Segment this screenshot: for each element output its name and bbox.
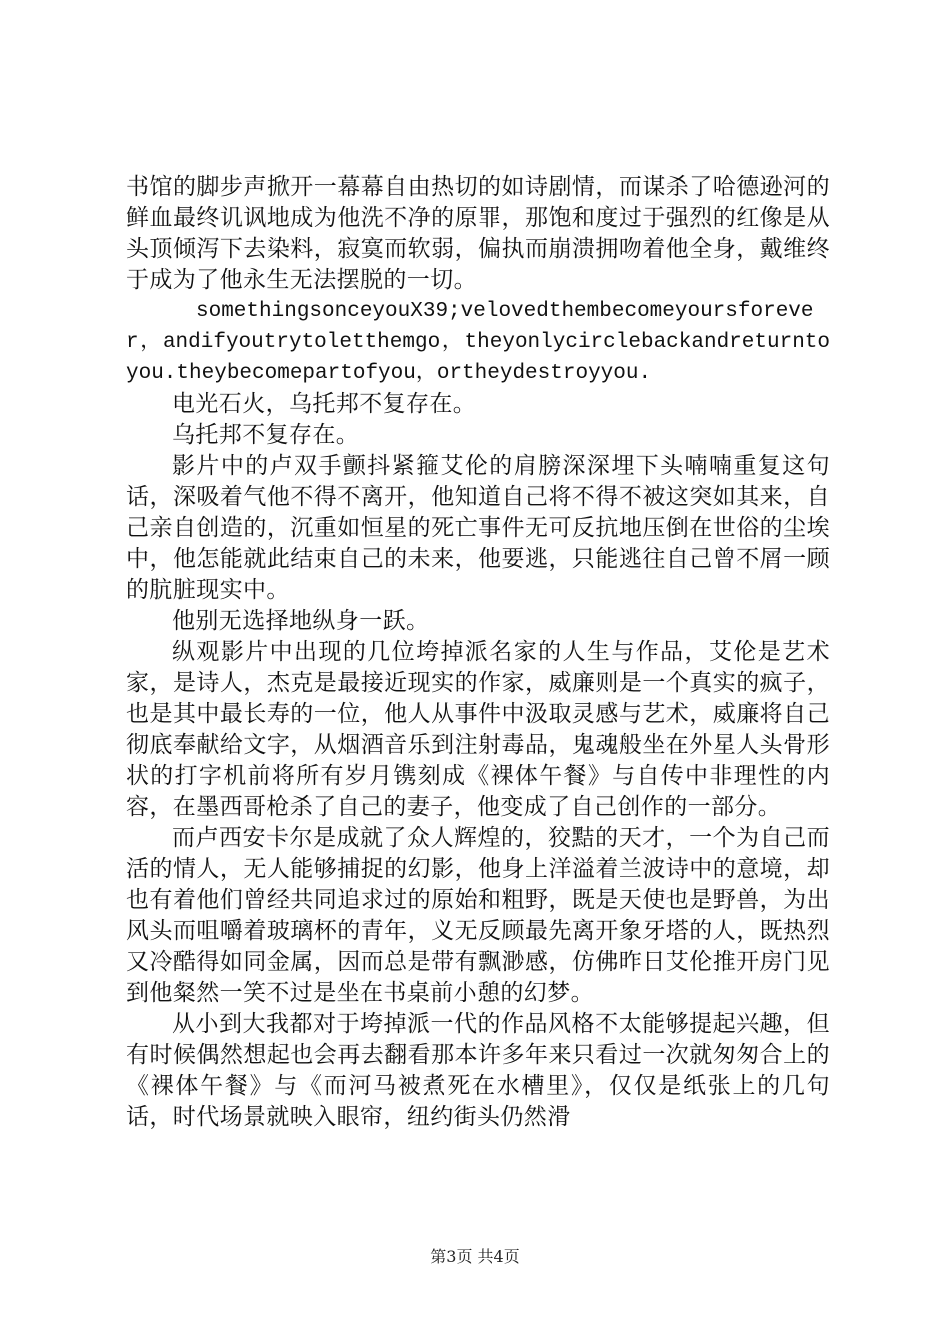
paragraph-5: 影片中的卢双手颤抖紧箍艾伦的肩膀深深埋下头喃喃重复这句话，深吸着气他不得不离开，他知道自己将不得不被这突如其来，自己亲自创造的，沉重如恒星的死亡事件无可反抗地压倒在世俗的尘埃中，他怎能就此结束自己的未来，他要逃，只能逃往自己曾不屑一顾的肮脏现实中。: [126, 453, 830, 603]
paragraph-2-quote: somethingsonceyouX39;velovedthembecomeyoursforever，andifyoutrytoletthemgo，theyonlycirclebackandreturntoyou.theybecomepartofyou，ortheydestroyyou.: [126, 300, 830, 385]
paragraph-8: 而卢西安卡尔是成就了众人辉煌的，狡黠的天才，一个为自己而活的情人，无人能够捕捉的幻影，他身上洋溢着兰波诗中的意境，却也有着他们曾经共同追求过的原始和粗野，既是天使也是野兽，为出风头而咀嚼着玻璃杯的青年，义无反顾最先离开象牙塔的人，既热烈又冷酷得如同金属，因而总是带有飘渺感，仿佛昨日艾伦推开房门见到他粲然一笑不过是坐在书桌前小憩的幻梦。: [126, 825, 830, 1006]
paragraph-9: 从小到大我都对于垮掉派一代的作品风格不太能够提起兴趣，但有时候偶然想起也会再去翻看那本许多年来只看过一次就匆匆合上的《裸体午餐》与《而河马被煮死在水槽里》，仅仅是纸张上的几句话，时代场景就映入眼帘，纽约街头仍然滑: [126, 1011, 830, 1130]
paragraph-3: 电光石火，乌托邦不复存在。: [172, 391, 477, 417]
paragraph-6: 他别无选择地纵身一跃。: [172, 608, 430, 634]
body-text: [126, 172, 830, 1133]
paragraph-7: 纵观影片中出现的几位垮掉派名家的人生与作品，艾伦是艺术家，是诗人，杰克是最接近现实的作家，威廉则是一个真实的疯子，也是其中最长寿的一位，他人从事件中汲取灵感与艺术，威廉将自己彻底奉献给文字，从烟酒音乐到注射毒品，鬼魂般坐在外星人头骨形状的打字机前将所有岁月镌刻成《裸体午餐》与自传中非理性的内容，在墨西哥枪杀了自己的妻子，他变成了自己创作的一部分。: [126, 639, 830, 820]
paragraph-4: 乌托邦不复存在。: [172, 422, 360, 448]
paragraph-1: 书馆的脚步声掀开一幕幕自由热切的如诗剧情，而谋杀了哈德逊河的鲜血最终讥讽地成为他洗不净的原罪，那饱和度过于强烈的红像是从头顶倾泻下去染料，寂寞而软弱，偏执而崩溃拥吻着他全身，戴维终于成为了他永生无法摆脱的一切。: [126, 174, 830, 293]
page-footer: 第3页 共4页: [430, 1247, 520, 1266]
